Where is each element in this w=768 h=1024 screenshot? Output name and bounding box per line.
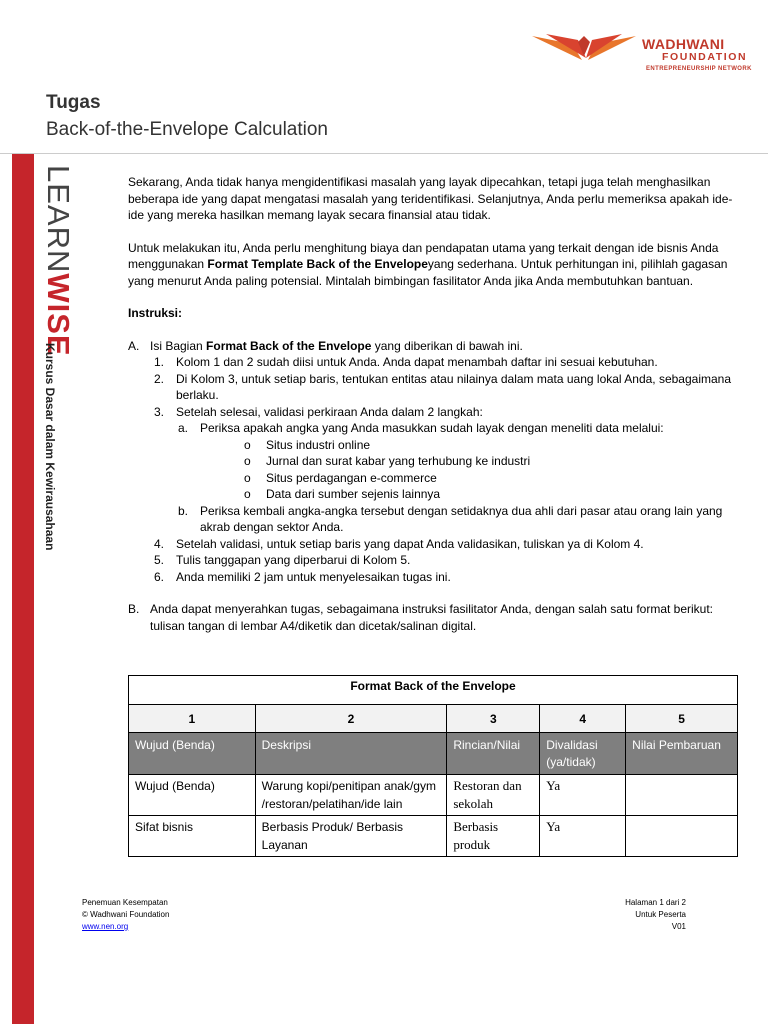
bullet-item <box>128 470 740 487</box>
sub-marker: b. <box>178 503 189 518</box>
list-item <box>128 569 740 586</box>
bullet-icon: o <box>244 454 251 468</box>
table-cell: Sifat bisnis <box>129 816 256 857</box>
brand-learn: LEARN <box>41 165 76 274</box>
paragraph-intro: Sekarang, Anda tidak hanya mengidentifikasi masalah yang layak dipecahkan, tetapi juga telah menghasilkan beberapa ide yang dapat mengatasi masalah yang teridentifikasi. Selanjutnya, Anda perlu memeriksa apakah ide-ide yang mereka hasilkan memang layak secara finansial atau tidak. <box>128 175 733 222</box>
column-number: 5 <box>626 705 738 733</box>
list-item <box>128 354 740 371</box>
paragraph-method-bold: Format Template Back of the Envelope <box>207 257 428 271</box>
table-row <box>129 816 738 857</box>
list-item <box>128 536 740 553</box>
section-b <box>128 601 740 634</box>
paragraph-method <box>128 240 740 290</box>
sub-text: Periksa apakah angka yang Anda masukkan sudah layak dengan meneliti data melalui: <box>200 421 664 435</box>
paragraph-method-part-a: Untuk melakukan itu, Anda perlu menghitung biaya dan pendapatan utama yang terkait dengan ide bisnis Anda menggunakan <box>128 240 719 271</box>
column-header: Deskripsi <box>255 733 447 775</box>
section-a-text-c: yang diberikan di bawah ini. <box>371 338 523 353</box>
bullet-item <box>128 437 740 454</box>
page-title: Tugas <box>46 92 101 113</box>
bullet-item <box>128 486 740 503</box>
sub-marker: a. <box>178 421 189 435</box>
column-header: Rincian/Nilai <box>447 733 540 775</box>
envelope-table <box>128 675 738 857</box>
table-cell: Berbasis produk <box>447 816 540 857</box>
course-label <box>42 343 58 551</box>
table-cell-empty <box>626 775 738 816</box>
column-number: 4 <box>540 705 626 733</box>
column-number: 3 <box>447 705 540 733</box>
section-b-text: Anda dapat menyerahkan tugas, sebagaimana instruksi fasilitator Anda, dengan salah satu format berikut: tulisan tangan di lembar A4/diketik dan dicetak/salinan digital. <box>150 602 714 633</box>
instructions-heading: Instruksi: <box>128 306 183 320</box>
list-text: Setelah validasi, untuk setiap baris yang dapat Anda validasikan, tuliskan ya di Kolom 4. <box>176 536 644 551</box>
sub-text: Periksa kembali angka-angka tersebut dengan setidaknya dua ahli dari pasar atau orang lain yang akrab dengan sektor Anda. <box>200 503 723 534</box>
bullet-icon: o <box>244 437 251 452</box>
sub-item-a <box>128 420 740 437</box>
list-text: Tulis tanggapan yang diperbarui di Kolom 5. <box>176 553 411 567</box>
section-a <box>128 338 740 355</box>
table-cell: Wujud (Benda) <box>129 775 256 816</box>
list-marker: 3. <box>154 404 165 419</box>
sub-item-b <box>128 503 740 536</box>
list-text: Kolom 1 dan 2 sudah diisi untuk Anda. Anda dapat menambah daftar ini sesuai kebutuhan. <box>176 355 658 369</box>
footer-course: Penemuan Kesempatan <box>82 898 168 907</box>
list-item <box>128 404 740 421</box>
footer-version: V01 <box>671 922 686 931</box>
list-item <box>128 552 740 569</box>
list-text: Anda memiliki 2 jam untuk menyelesaikan tugas ini. <box>176 569 451 584</box>
column-number: 1 <box>129 705 256 733</box>
list-marker: 1. <box>154 355 165 369</box>
table-row <box>129 775 738 816</box>
wadhwani-logo <box>532 32 764 80</box>
table-cell-empty <box>626 816 738 857</box>
sidebar-red-bar <box>12 154 34 1024</box>
bullet-icon: o <box>244 470 251 485</box>
paragraph-method-part-c: yang sederhana. Untuk perhitungan ini, pilihlah gagasan yang menurut Anda paling potensial. Mintalah bimbingan fasilitator Anda jika Anda membutuhkan bantuan. <box>128 257 728 288</box>
table-number-row <box>129 705 738 733</box>
bullet-text: Data dari sumber sejenis lainnya <box>266 487 441 501</box>
list-marker: 4. <box>154 536 165 551</box>
brand-wise: WISE <box>41 273 76 357</box>
logo-network: ENTREPRENEURSHIP NETWORK <box>646 66 752 72</box>
bullet-text: Jurnal dan surat kabar yang terhubung ke industri <box>266 454 531 468</box>
section-b-marker: B. <box>128 602 140 616</box>
column-number: 2 <box>255 705 447 733</box>
bullet-item <box>128 453 740 470</box>
footer-link[interactable]: www.nen.org <box>82 922 129 931</box>
bullet-icon: o <box>244 487 251 501</box>
list-marker: 5. <box>154 553 165 567</box>
table-title: Format Back of the Envelope <box>129 676 738 705</box>
table-header-row <box>129 733 738 775</box>
list-item <box>128 371 740 404</box>
list-text: Setelah selesai, validasi perkiraan Anda dalam 2 langkah: <box>176 404 483 419</box>
bullet-text: Situs perdagangan e-commerce <box>266 470 437 485</box>
bullet-text: Situs industri online <box>266 437 371 452</box>
table-cell: Ya <box>540 816 626 857</box>
footer-page-number: Halaman 1 dari 2 <box>625 898 686 907</box>
list-text: Di Kolom 3, untuk setiap baris, tentukan entitas atau nilainya dalam mata uang lokal Anda, sebagaimana berlaku. <box>176 371 732 402</box>
course-text: Kursus Dasar dalam Kewirausahaan <box>43 343 57 551</box>
footer-copyright: © Wadhwani Foundation <box>82 910 170 919</box>
table-cell: Warung kopi/penitipan anak/gym /restoran/pelatihan/ide lain <box>255 775 447 816</box>
logo-foundation: FOUNDATION <box>662 51 748 63</box>
section-a-marker: A. <box>128 338 140 353</box>
table-cell: Restoran dan sekolah <box>447 775 540 816</box>
page-subtitle: Back-of-the-Envelope Calculation <box>46 119 328 140</box>
footer-right <box>625 897 686 933</box>
footer-audience: Untuk Peserta <box>635 910 686 919</box>
wadhwani-wing-icon <box>532 32 642 62</box>
document-body <box>128 174 740 634</box>
column-header: Divalidasi (ya/tidak) <box>540 733 626 775</box>
table-cell: Berbasis Produk/ Berbasis Layanan <box>255 816 447 857</box>
learnwise-brand <box>41 165 76 357</box>
footer-left <box>82 897 169 933</box>
section-a-text-a: Isi Bagian <box>150 338 207 353</box>
instructions-label <box>128 305 740 322</box>
table-cell: Ya <box>540 775 626 816</box>
list-marker: 6. <box>154 569 165 584</box>
logo-name: WADHWANI <box>642 36 725 52</box>
column-header: Wujud (Benda) <box>129 733 256 775</box>
column-header: Nilai Pembaruan <box>626 733 738 775</box>
header-divider <box>0 153 768 154</box>
list-marker: 2. <box>154 371 165 386</box>
section-a-bold: Format Back of the Envelope <box>206 338 372 353</box>
